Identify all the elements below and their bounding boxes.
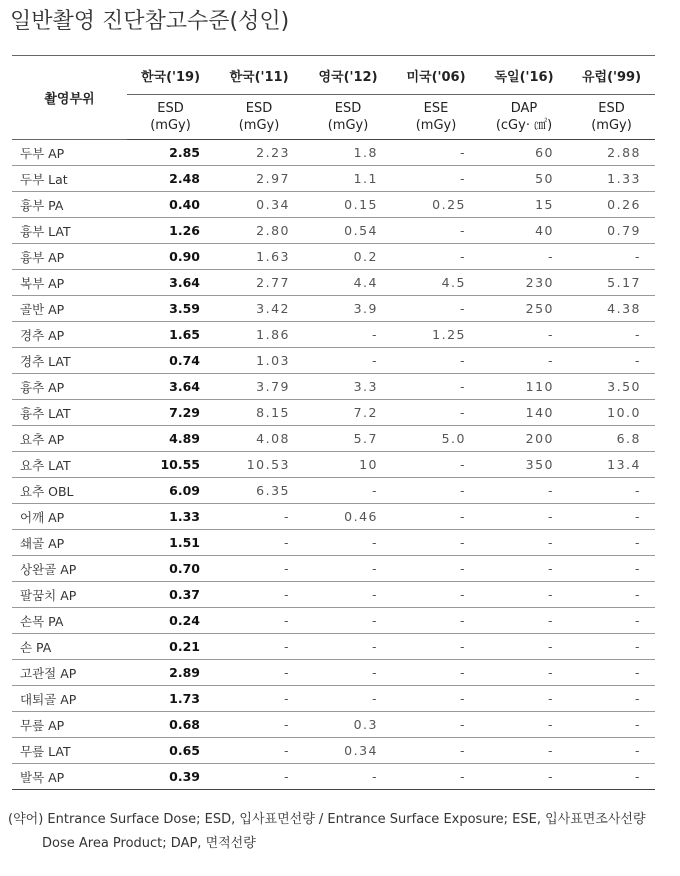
table-row [12, 608, 655, 634]
table-cell: - [568, 634, 655, 660]
table-cell: 0.3 [304, 712, 392, 738]
table-cell: 10.0 [568, 400, 655, 426]
row-site-label: 흉추 LAT [12, 400, 127, 426]
table-row [12, 140, 655, 166]
table-cell: 1.51 [127, 530, 214, 556]
table-cell: - [214, 634, 304, 660]
table-cell: - [214, 582, 304, 608]
column-header-region: 영국('12) [304, 56, 392, 95]
table-cell: - [392, 738, 480, 764]
table-cell: 2.23 [214, 140, 304, 166]
table-cell: 2.88 [568, 140, 655, 166]
table-cell: 2.97 [214, 166, 304, 192]
table-cell: - [304, 608, 392, 634]
row-site-label: 대퇴골 AP [12, 686, 127, 712]
row-site-label: 무릎 LAT [12, 738, 127, 764]
table-cell: 1.8 [304, 140, 392, 166]
table-cell: 1.73 [127, 686, 214, 712]
row-site-label: 흉부 AP [12, 244, 127, 270]
table-cell: - [480, 660, 568, 686]
table-cell: - [304, 660, 392, 686]
table-cell: - [480, 478, 568, 504]
table-cell: - [480, 764, 568, 790]
table-cell: 0.65 [127, 738, 214, 764]
table-cell: 13.4 [568, 452, 655, 478]
row-site-label: 발목 AP [12, 764, 127, 790]
table-row [12, 478, 655, 504]
table-cell: 8.15 [214, 400, 304, 426]
table-cell: - [304, 582, 392, 608]
table-row [12, 686, 655, 712]
table-cell: - [392, 504, 480, 530]
table-row [12, 530, 655, 556]
column-header-region: 미국('06) [392, 56, 480, 95]
table-cell: - [568, 660, 655, 686]
site-column-header: 촬영부위 [12, 56, 127, 140]
column-header-quantity: ESD (mGy) [127, 95, 214, 140]
table-cell: 1.25 [392, 322, 480, 348]
table-cell: - [392, 140, 480, 166]
table-cell: - [304, 322, 392, 348]
column-header-quantity: DAP (cGy· ㎠) [480, 95, 568, 140]
table-cell: - [392, 374, 480, 400]
row-site-label: 상완골 AP [12, 556, 127, 582]
row-site-label: 흉추 AP [12, 374, 127, 400]
table-row [12, 556, 655, 582]
table-cell: 5.0 [392, 426, 480, 452]
column-header-region: 한국('11) [214, 56, 304, 95]
table-cell: - [392, 660, 480, 686]
table-row [12, 322, 655, 348]
table-cell: - [568, 504, 655, 530]
table-row [12, 712, 655, 738]
table-cell: 4.5 [392, 270, 480, 296]
table-cell: - [392, 452, 480, 478]
table-cell: 0.68 [127, 712, 214, 738]
table-cell: 2.48 [127, 166, 214, 192]
row-site-label: 손 PA [12, 634, 127, 660]
table-cell: - [568, 244, 655, 270]
table-cell: 3.64 [127, 374, 214, 400]
table-cell: 1.86 [214, 322, 304, 348]
table-cell: 2.85 [127, 140, 214, 166]
column-header-region: 유럽('99) [568, 56, 655, 95]
table-cell: 3.50 [568, 374, 655, 400]
column-header-quantity: ESE (mGy) [392, 95, 480, 140]
table-cell: 2.80 [214, 218, 304, 244]
table-row [12, 270, 655, 296]
table-cell: - [392, 712, 480, 738]
table-cell: 0.79 [568, 218, 655, 244]
header-row-region [12, 56, 655, 95]
table-cell: - [304, 686, 392, 712]
table-cell: 60 [480, 140, 568, 166]
table-cell: - [392, 244, 480, 270]
table-cell: 230 [480, 270, 568, 296]
table-cell: 1.26 [127, 218, 214, 244]
table-cell: 140 [480, 400, 568, 426]
row-site-label: 요추 LAT [12, 452, 127, 478]
table-cell: - [392, 582, 480, 608]
table-cell: - [480, 686, 568, 712]
table-cell: - [214, 530, 304, 556]
table-cell: 10 [304, 452, 392, 478]
table-cell: - [214, 764, 304, 790]
table-cell: - [480, 504, 568, 530]
table-cell: 40 [480, 218, 568, 244]
table-cell: 4.38 [568, 296, 655, 322]
table-cell: - [568, 712, 655, 738]
table-row [12, 426, 655, 452]
table-cell: - [480, 530, 568, 556]
row-site-label: 쇄골 AP [12, 530, 127, 556]
table-cell: 0.37 [127, 582, 214, 608]
table-row [12, 504, 655, 530]
table-cell: - [214, 608, 304, 634]
table-cell: 6.09 [127, 478, 214, 504]
table-cell: 4.08 [214, 426, 304, 452]
row-site-label: 경추 AP [12, 322, 127, 348]
table-cell: - [480, 582, 568, 608]
table-cell: 2.89 [127, 660, 214, 686]
table-body [12, 140, 655, 790]
table-cell: 1.63 [214, 244, 304, 270]
table-cell: - [304, 530, 392, 556]
table-cell: 350 [480, 452, 568, 478]
table-row [12, 764, 655, 790]
column-header-region: 독일('16) [480, 56, 568, 95]
table-cell: - [480, 712, 568, 738]
table-cell: - [568, 738, 655, 764]
table-cell: 3.59 [127, 296, 214, 322]
table-cell: - [392, 608, 480, 634]
table-row [12, 192, 655, 218]
table-cell: - [568, 556, 655, 582]
table-cell: 5.17 [568, 270, 655, 296]
table-cell: - [568, 608, 655, 634]
table-cell: 200 [480, 426, 568, 452]
column-header-region: 한국('19) [127, 56, 214, 95]
table-cell: - [568, 348, 655, 374]
table-cell: 1.1 [304, 166, 392, 192]
table-cell: 0.46 [304, 504, 392, 530]
table-cell: - [214, 660, 304, 686]
table-cell: 2.77 [214, 270, 304, 296]
table-cell: - [392, 556, 480, 582]
table-cell: - [480, 738, 568, 764]
table-cell: 10.55 [127, 452, 214, 478]
table-cell: - [568, 478, 655, 504]
table-cell: 0.39 [127, 764, 214, 790]
table-cell: 3.79 [214, 374, 304, 400]
table-cell: - [214, 738, 304, 764]
table-row [12, 348, 655, 374]
table-cell: 0.15 [304, 192, 392, 218]
table-row [12, 634, 655, 660]
table-cell: - [568, 764, 655, 790]
table-cell: - [480, 608, 568, 634]
page-title: 일반촬영 진단참고수준(성인) [10, 9, 290, 34]
table-cell: 0.24 [127, 608, 214, 634]
table-cell: - [214, 556, 304, 582]
table-cell: 0.40 [127, 192, 214, 218]
table-cell: - [480, 322, 568, 348]
table-cell: - [214, 686, 304, 712]
column-header-quantity: ESD (mGy) [214, 95, 304, 140]
table-cell: 15 [480, 192, 568, 218]
table-cell: 1.33 [568, 166, 655, 192]
table-cell: 0.34 [304, 738, 392, 764]
table-cell: - [480, 556, 568, 582]
footnote [8, 808, 646, 856]
row-site-label: 손목 PA [12, 608, 127, 634]
table-cell: - [392, 530, 480, 556]
table-cell: - [392, 348, 480, 374]
table-cell: - [392, 400, 480, 426]
column-header-quantity: ESD (mGy) [568, 95, 655, 140]
table-cell: - [304, 478, 392, 504]
row-site-label: 골반 AP [12, 296, 127, 322]
row-site-label: 두부 Lat [12, 166, 127, 192]
table-cell: - [568, 686, 655, 712]
table-cell: 0.25 [392, 192, 480, 218]
row-site-label: 어깨 AP [12, 504, 127, 530]
table-cell: 0.70 [127, 556, 214, 582]
table-cell: - [304, 348, 392, 374]
column-header-quantity: ESD (mGy) [304, 95, 392, 140]
table-cell: - [304, 764, 392, 790]
footnote-line-2: Dose Area Product; DAP, 면적선량 [42, 836, 256, 851]
table-cell: 4.89 [127, 426, 214, 452]
row-site-label: 복부 AP [12, 270, 127, 296]
table-cell: 6.8 [568, 426, 655, 452]
table-cell: - [568, 530, 655, 556]
table-cell: - [568, 322, 655, 348]
table-cell: - [304, 634, 392, 660]
table-cell: - [214, 504, 304, 530]
table-cell: - [214, 712, 304, 738]
table-row [12, 400, 655, 426]
dose-reference-table [12, 55, 655, 790]
table-cell: 0.74 [127, 348, 214, 374]
row-site-label: 흉부 LAT [12, 218, 127, 244]
table-cell: - [568, 582, 655, 608]
table-cell: 3.64 [127, 270, 214, 296]
table-cell: 7.2 [304, 400, 392, 426]
table-row [12, 660, 655, 686]
table-cell: - [480, 244, 568, 270]
row-site-label: 두부 AP [12, 140, 127, 166]
table-row [12, 218, 655, 244]
table-cell: 0.21 [127, 634, 214, 660]
footnote-line-1: (약어) Entrance Surface Dose; ESD, 입사표면선량 / Entrance Surface Exposure; ESE, 입사표면조사선량 [8, 812, 646, 827]
table-cell: 110 [480, 374, 568, 400]
table-cell: - [480, 634, 568, 660]
table-row [12, 296, 655, 322]
table-cell: - [392, 478, 480, 504]
table-cell: 0.26 [568, 192, 655, 218]
table-cell: 0.54 [304, 218, 392, 244]
table-cell: - [392, 166, 480, 192]
table-cell: 3.42 [214, 296, 304, 322]
table-cell: 250 [480, 296, 568, 322]
row-site-label: 무릎 AP [12, 712, 127, 738]
table-cell: 0.90 [127, 244, 214, 270]
table-row [12, 452, 655, 478]
table-cell: - [304, 556, 392, 582]
row-site-label: 고관절 AP [12, 660, 127, 686]
table-cell: 5.7 [304, 426, 392, 452]
table-row [12, 738, 655, 764]
row-site-label: 흉부 PA [12, 192, 127, 218]
row-site-label: 요추 OBL [12, 478, 127, 504]
table-cell: - [392, 634, 480, 660]
table-cell: - [392, 296, 480, 322]
row-site-label: 요추 AP [12, 426, 127, 452]
table-row [12, 374, 655, 400]
table-cell: 1.33 [127, 504, 214, 530]
table-cell: - [392, 218, 480, 244]
table-row [12, 582, 655, 608]
table-row [12, 244, 655, 270]
table-cell: 10.53 [214, 452, 304, 478]
table-cell: - [392, 686, 480, 712]
table-cell: 0.2 [304, 244, 392, 270]
table-row [12, 166, 655, 192]
row-site-label: 경추 LAT [12, 348, 127, 374]
table-cell: 7.29 [127, 400, 214, 426]
table-cell: 50 [480, 166, 568, 192]
table-cell: 4.4 [304, 270, 392, 296]
table-cell: 3.9 [304, 296, 392, 322]
table-cell: 1.03 [214, 348, 304, 374]
table-cell: - [392, 764, 480, 790]
row-site-label: 팔꿈치 AP [12, 582, 127, 608]
table-cell: 6.35 [214, 478, 304, 504]
table-cell: 3.3 [304, 374, 392, 400]
table-cell: 0.34 [214, 192, 304, 218]
table-cell: 1.65 [127, 322, 214, 348]
table-cell: - [480, 348, 568, 374]
